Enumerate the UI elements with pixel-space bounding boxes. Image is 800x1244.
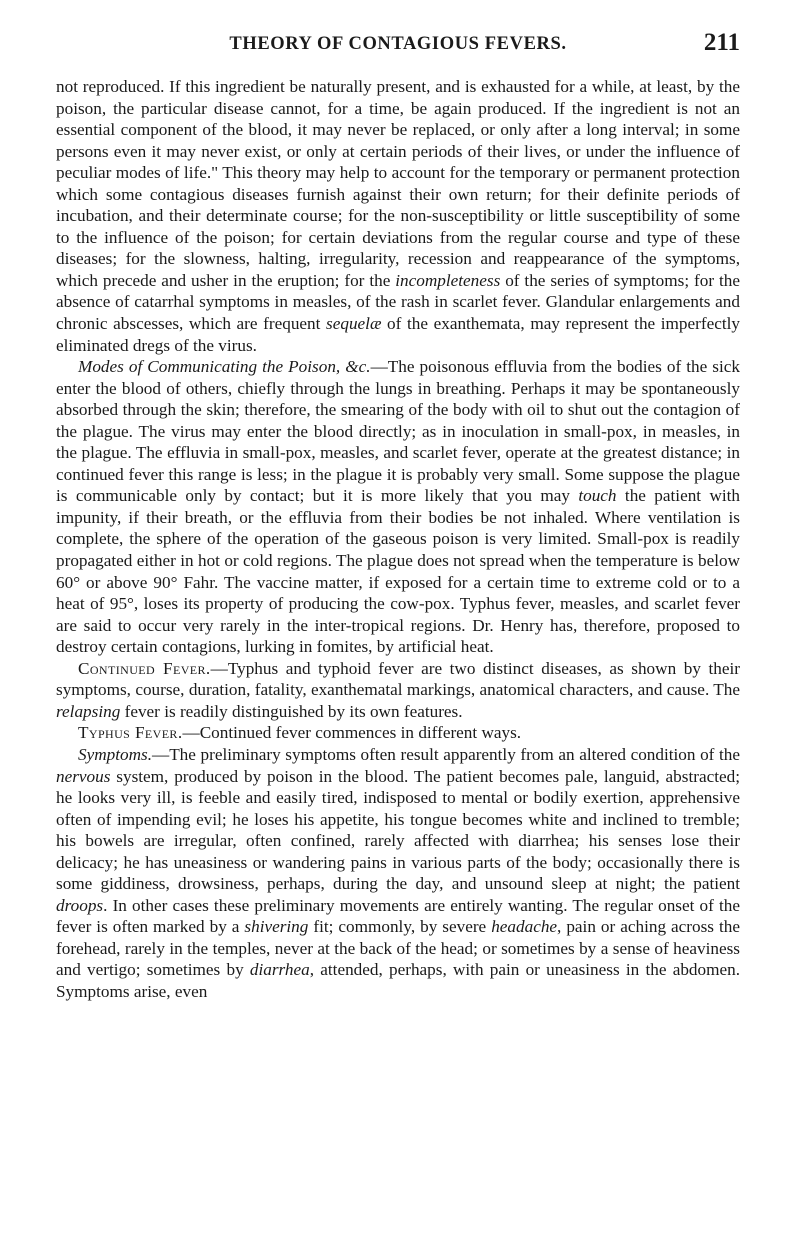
book-page [56,28,740,1003]
italic-phrase: sequelæ [326,314,382,334]
italic-phrase: touch [578,486,617,506]
text-run: —The poisonous effluvia from the bodies of the sick enter the blood of others, chiefly through the lungs in breathing. Perhaps it may be spontaneously absorbed through the skin; therefore, the smearing of the body with oil to shut out the contagion of the plague. The virus may enter the blood directly; as in inoculation in small-pox, in measles, in the plague. The effluvia in small-pox, measles, and scarlet fever, operate at the greatest distance; in continued fever this range is less; in the plague it is probably very small. Some suppose the plague is communicable only by contact; but it is more likely that you may [56,357,740,506]
text-run: —Continued fever commences in different ways. [182,723,522,743]
italic-phrase: droops [56,895,104,915]
italic-phrase: relapsing [56,701,121,721]
italic-phrase: diarrhea [249,960,310,980]
italic-phrase: Modes of Communicating the Poison, &c. [78,357,371,377]
italic-phrase: nervous [56,766,111,786]
text-run: system, produced by poison in the blood. The patient becomes pale, languid, abstracted; he looks very ill, is feeble and easily tired, indisposed to mental or bodily exertion, apprehensive often of impending evil; he loses his appetite, his tongue becomes white and inclined to tremble; his bowels are irregular, often confined, rarely affected with diarrhea; his senses lose their delicacy; he has uneasiness or wandering pains in various parts of the body; occasionally there is some giddiness, drowsiness, perhaps, during the day, and unsound sleep at night; the patient [56,766,740,894]
text-run: not reproduced. If this ingredient be naturally present, and is exhausted for a while, at least, by the poison, the particular disease cannot, for a time, be again produced. If the ingredient is not an essential component of the blood, it may never be replaced, or only after a long interval; in some persons even it may never exist, or only at certain periods of their lives, or under the influence of peculiar modes of life." This theory may help to account for the temporary or permanent protection which some contagious diseases furnish against their own return; for their definite periods of incubation, and their determinate course; for the non-susceptibility or little susceptibility of some to the influence of the poison; for certain deviations from the regular course and type of these diseases; for the slowness, halting, irregularity, recession and reappearance of the symptoms, which precede and usher in the eruption; for the [56,77,740,290]
italic-phrase: Symptoms. [78,744,152,764]
text-run: of the exanthemata, may represent the imperfectly eliminated dregs of the virus. [56,314,740,355]
page-number: 211 [703,29,740,56]
paragraph-continued-fever [56,658,740,723]
text-run: , pain or aching across the forehead, rarely in the temples, never at the back of the head; or sometimes by a sense of heaviness and vertigo; sometimes by [56,917,740,980]
italic-phrase: incompleteness [395,270,501,290]
running-title: THEORY OF CONTAGIOUS FEVERS. [229,34,567,54]
text-run: —The preliminary symptoms often result apparently from an altered condition of the [152,744,740,764]
italic-phrase: shivering [244,917,309,937]
text-run: fever is readily distinguished by its own features. [120,701,463,721]
paragraph-modes-of-communicating [56,356,740,658]
running-head [56,28,740,58]
text-run: . In other cases these preliminary movements are entirely wanting. The regular onset of the fever is often marked by a [56,895,740,937]
section-heading: Continued Fever. [78,658,211,678]
text-run: —Typhus and typhoid fever are two distinct diseases, as shown by their symptoms, course, duration, fatality, exanthematal markings, anatomical characters, and cause. The [56,658,740,700]
body-text [56,76,740,1003]
text-run: fit; commonly, by severe [308,917,492,937]
paragraph-symptoms [56,744,740,1003]
paragraph-typhus-fever [56,722,740,744]
text-run: , attended, perhaps, with pain or uneasiness in the abdomen. Symptoms arise, even [56,960,740,1001]
paragraph-excerpt-continuation [56,76,740,356]
italic-phrase: headache [491,917,558,937]
text-run: of the series of symptoms; for the absence of catarrhal symptoms in measles, of the rash in scarlet fever. Glandular enlargements and chronic abscesses, which are frequent [56,270,740,334]
section-heading: Typhus Fever. [78,723,183,743]
text-run: the patient with impunity, if their breath, or the effluvia from their bodies be not inhaled. Where ventilation is complete, the sphere of the operation of the gaseous poison is very limited. Small-pox is readily propagated either in hot or cold regions. The plague does not spread when the temperature is below 60° or above 90° Fahr. The vaccine matter, if exposed for a certain time to extreme cold or to a heat of 95°, loses its property of producing the cow-pox. Typhus fever, measles, and scarlet fever are said to occur very rarely in the inter-tropical regions. Dr. Henry has, therefore, proposed to destroy certain contagions, lurking in fomites, by artificial heat. [56,486,741,657]
